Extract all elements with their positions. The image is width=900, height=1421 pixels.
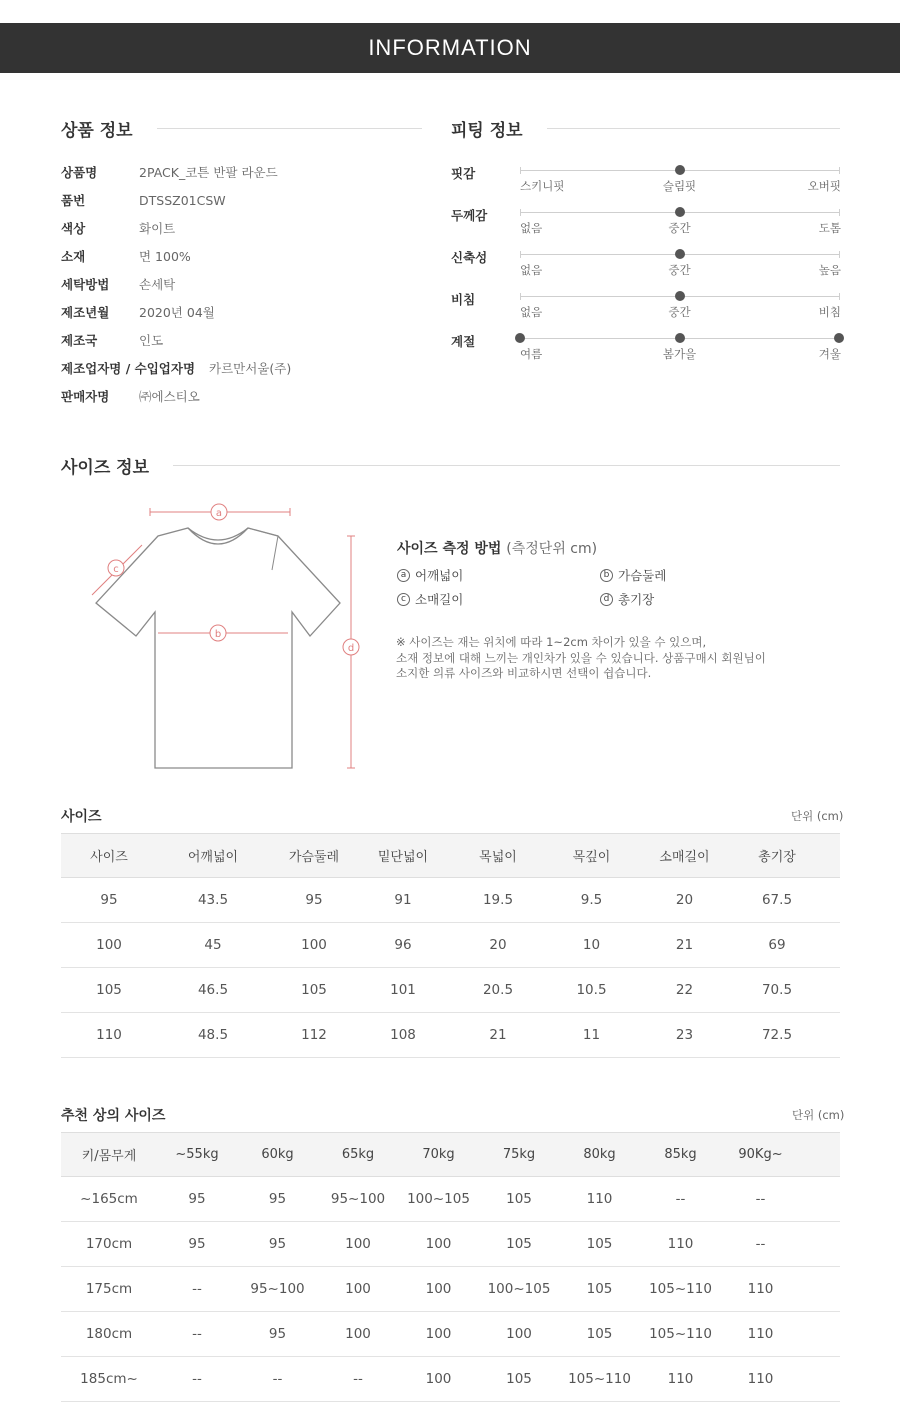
size-table-unit: 단위 (cm) [791,809,844,823]
table-cell [800,1312,840,1357]
table-header-cell [819,834,840,878]
table-cell: 22 [634,968,735,1013]
marker-d-label: d [347,643,355,654]
table-cell: 95 [61,878,157,923]
fitting-label: 핏감 [451,166,476,181]
table-cell: -- [721,1177,800,1222]
table-cell: 95 [269,878,359,923]
size-table-title: 사이즈 [61,809,102,825]
table-cell: 20 [447,923,549,968]
product-info-value: 2PACK_코튼 반팔 라운드 [139,165,278,180]
fitting-label: 비침 [451,292,476,307]
recommend-table-title: 추천 상의 사이즈 [61,1108,166,1124]
table-cell: 105 [479,1222,559,1267]
table-cell [819,968,840,1013]
product-info-label: 품번 [61,193,86,208]
table-row [61,878,840,923]
table-cell [800,1267,840,1312]
table-cell: 110 [61,1013,157,1058]
size-note [396,635,766,682]
product-info-label: 상품명 [61,165,98,180]
table-cell: -- [640,1177,721,1222]
table-cell: 95 [157,1177,237,1222]
table-row [61,1013,840,1058]
table-cell: 46.5 [157,968,269,1013]
table-cell: 112 [269,1013,359,1058]
product-info-label: 색상 [61,221,86,236]
table-cell: 21 [447,1013,549,1058]
fitting-row [451,206,841,238]
table-cell: 101 [359,968,447,1013]
fitting-tick [839,293,840,300]
table-cell: 91 [359,878,447,923]
size-note-line: ※ 사이즈는 재는 위치에 따라 1~2cm 차이가 있을 수 있으며, [396,635,707,649]
table-header-cell: 총기장 [735,834,819,878]
table-cell: 100 [398,1267,479,1312]
table-header-cell: 90Kg~ [721,1133,800,1177]
table-cell: 95~100 [237,1267,318,1312]
table-cell: 11 [549,1013,634,1058]
table-cell: 96 [359,923,447,968]
table-cell: 100 [479,1312,559,1357]
product-info-value: DTSSZ01CSW [139,192,226,208]
table-header-cell: 어깨넓이 [157,834,269,878]
marker-c-icon: c [397,593,410,606]
table-cell: 48.5 [157,1013,269,1058]
fitting-tick [839,209,840,216]
product-info-label: 제조국 [61,333,98,348]
table-cell: 105~110 [640,1267,721,1312]
table-cell: 100 [318,1222,398,1267]
product-info-row [61,163,278,181]
table-cell: 110 [640,1357,721,1402]
table-cell: 105~110 [559,1357,640,1402]
table-header-cell: 목넓이 [447,834,549,878]
table-cell: 67.5 [735,878,819,923]
product-info-row [61,331,163,349]
marker-a-label: a [215,508,223,519]
fitting-selected-dot [515,333,525,343]
table-header-cell: ~55kg [157,1133,237,1177]
table-cell [819,878,840,923]
fitting-label: 계절 [451,334,476,349]
table-header-cell: 60kg [237,1133,318,1177]
table-cell: 185cm~ [61,1357,157,1402]
table-cell: 10 [549,923,634,968]
fitting-selected-dot [834,333,844,343]
table-cell: 110 [721,1312,800,1357]
table-cell: 100 [61,923,157,968]
table-header-cell: 65kg [318,1133,398,1177]
table-cell: 69 [735,923,819,968]
measure-item-label: 소매길이 [415,592,464,607]
product-info-value: 2020년 04월 [139,305,215,320]
table-header-cell: 키/몸무게 [61,1133,157,1177]
table-cell: 95 [237,1177,318,1222]
product-info-row [61,191,226,209]
table-cell: 105 [269,968,359,1013]
table-cell: 20 [634,878,735,923]
fitting-selected-dot [675,249,685,259]
tshirt-collar [188,528,248,544]
product-info-label: 제조업자명 / 수입업자명 [61,361,196,376]
table-cell: 100 [318,1267,398,1312]
product-info-row [61,303,215,321]
table-cell: 105~110 [640,1312,721,1357]
marker-c-label: c [113,564,119,575]
size-table [61,833,840,1058]
measure-method-title [397,538,597,558]
table-header-row [61,1133,840,1177]
table-row [61,1222,840,1267]
table-header-cell: 85kg [640,1133,721,1177]
table-cell: 110 [721,1267,800,1312]
size-info-title: 사이즈 정보 [61,457,150,478]
fitting-option-left: 스키니핏 [520,179,565,193]
fitting-option-right: 도톰 [818,221,841,235]
fitting-info-title: 피팅 정보 [451,120,523,141]
table-header-cell: 80kg [559,1133,640,1177]
measure-item-c [397,590,463,608]
fitting-option-mid: 중간 [668,263,691,277]
fitting-row [451,164,841,196]
fitting-option-left: 없음 [520,221,543,235]
table-row [61,923,840,968]
fitting-selected-dot [675,291,685,301]
table-cell: 95 [157,1222,237,1267]
tshirt-measurement-diagram [80,500,370,780]
marker-b-icon: b [600,569,613,582]
fitting-row [451,248,841,280]
tshirt-shoulder-seam [248,528,278,570]
table-row [61,1177,840,1222]
table-header-cell: 목깊이 [549,834,634,878]
fitting-tick [520,167,521,174]
measure-item-label: 총기장 [618,592,655,607]
size-note-line: 소지한 의류 사이즈와 비교하시면 선택이 쉽습니다. [396,666,652,680]
table-cell: 100~105 [479,1267,559,1312]
table-cell: 95 [237,1312,318,1357]
fitting-selected-dot [675,207,685,217]
table-cell: 105 [479,1177,559,1222]
product-info-value: 화이트 [139,221,176,236]
marker-d-icon: d [600,593,613,606]
table-cell: 105 [559,1312,640,1357]
fitting-info-heading [451,118,840,141]
fitting-info-divider [547,128,840,129]
table-header-cell: 소매길이 [634,834,735,878]
table-cell: -- [157,1357,237,1402]
table-cell: -- [157,1267,237,1312]
product-info-label: 소재 [61,249,86,264]
product-info-heading [61,118,422,141]
size-info-divider [173,465,840,466]
fitting-option-mid: 슬림핏 [662,179,697,193]
fitting-option-left: 여름 [520,347,543,361]
table-cell: 100~105 [398,1177,479,1222]
product-info-label: 제조년월 [61,305,110,320]
information-header-bar [0,23,900,73]
table-cell [800,1177,840,1222]
product-info-value: 면 100% [139,249,191,264]
fitting-option-mid: 중간 [668,221,691,235]
fitting-option-right: 오버핏 [807,179,841,193]
fitting-option-mid: 봄가을 [662,347,697,361]
table-cell: 108 [359,1013,447,1058]
table-header-cell [800,1133,840,1177]
fitting-tick [520,293,521,300]
fitting-tick [839,167,840,174]
marker-a-icon: a [397,569,410,582]
product-info-value: 인도 [139,333,164,348]
table-cell [800,1222,840,1267]
table-cell: 175cm [61,1267,157,1312]
table-cell: 21 [634,923,735,968]
recommend-table-unit: 단위 (cm) [792,1108,845,1122]
table-cell: -- [318,1357,398,1402]
fitting-label: 두께감 [451,208,488,223]
fitting-tick [520,251,521,258]
table-cell: 110 [721,1357,800,1402]
fitting-label: 신축성 [451,250,488,265]
product-info-row [61,247,191,265]
information-title: INFORMATION [368,35,532,60]
table-row [61,1357,840,1402]
product-info-value: 카르만서울(주) [209,361,292,376]
table-cell: 105 [559,1222,640,1267]
product-info-row [61,359,291,377]
fitting-tick [520,209,521,216]
table-cell: 45 [157,923,269,968]
table-header-cell: 사이즈 [61,834,157,878]
measure-unit-label: (측정단위 cm) [506,541,598,557]
table-cell: 72.5 [735,1013,819,1058]
fitting-option-right: 비침 [818,305,841,319]
table-cell: 180cm [61,1312,157,1357]
table-header-cell: 밑단넓이 [359,834,447,878]
fitting-option-left: 없음 [520,305,543,319]
table-header-row [61,834,840,878]
measure-method-label: 사이즈 측정 방법 [397,541,502,557]
measure-item-label: 가슴둘레 [618,568,667,583]
fitting-option-right: 겨울 [818,347,841,361]
table-cell: ~165cm [61,1177,157,1222]
table-cell: 95~100 [318,1177,398,1222]
fitting-selected-dot [675,165,685,175]
table-cell: 100 [398,1312,479,1357]
table-cell: 95 [237,1222,318,1267]
table-cell: -- [237,1357,318,1402]
table-cell: 20.5 [447,968,549,1013]
fitting-option-right: 높음 [818,263,841,277]
fitting-row [451,332,841,364]
size-info-heading [61,455,840,478]
table-row [61,1312,840,1357]
table-cell: 110 [559,1177,640,1222]
tshirt-outline [96,528,340,768]
table-row [61,968,840,1013]
product-info-label: 세탁방법 [61,277,110,292]
table-cell: 100 [318,1312,398,1357]
product-info-row [61,275,175,293]
size-note-line: 소재 정보에 대해 느끼는 개인차가 있을 수 있습니다. 상품구매시 회원님이 [396,650,766,665]
product-info-row [61,387,200,405]
table-cell: 100 [269,923,359,968]
table-cell: 70.5 [735,968,819,1013]
fitting-tick [839,251,840,258]
product-info-label: 판매자명 [61,389,110,404]
table-cell [819,923,840,968]
table-cell: 23 [634,1013,735,1058]
table-cell: -- [157,1312,237,1357]
measure-item-label: 어깨넓이 [415,568,464,583]
table-cell [800,1357,840,1402]
table-cell: 105 [479,1357,559,1402]
product-info-row [61,219,175,237]
table-cell: 9.5 [549,878,634,923]
table-header-cell: 75kg [479,1133,559,1177]
product-info-value: 손세탁 [139,277,176,292]
recommend-size-table [61,1132,840,1402]
measure-item-b [600,566,666,584]
fitting-selected-dot [675,333,685,343]
table-cell: 10.5 [549,968,634,1013]
marker-b-label: b [214,629,222,640]
table-row [61,1267,840,1312]
table-cell: 105 [559,1267,640,1312]
table-cell: 100 [398,1222,479,1267]
product-info-value: ㈜에스티오 [139,389,200,404]
table-cell: 43.5 [157,878,269,923]
table-cell [819,1013,840,1058]
table-cell: -- [721,1222,800,1267]
table-cell: 110 [640,1222,721,1267]
fitting-option-mid: 중간 [668,305,691,319]
table-cell: 19.5 [447,878,549,923]
product-info-divider [157,128,422,129]
measure-item-d [600,590,654,608]
measure-item-a [397,566,463,584]
table-header-cell: 가슴둘레 [269,834,359,878]
table-cell: 100 [398,1357,479,1402]
table-cell: 170cm [61,1222,157,1267]
table-cell: 105 [61,968,157,1013]
product-info-title: 상품 정보 [61,120,133,141]
table-header-cell: 70kg [398,1133,479,1177]
fitting-option-left: 없음 [520,263,543,277]
fitting-row [451,290,841,322]
